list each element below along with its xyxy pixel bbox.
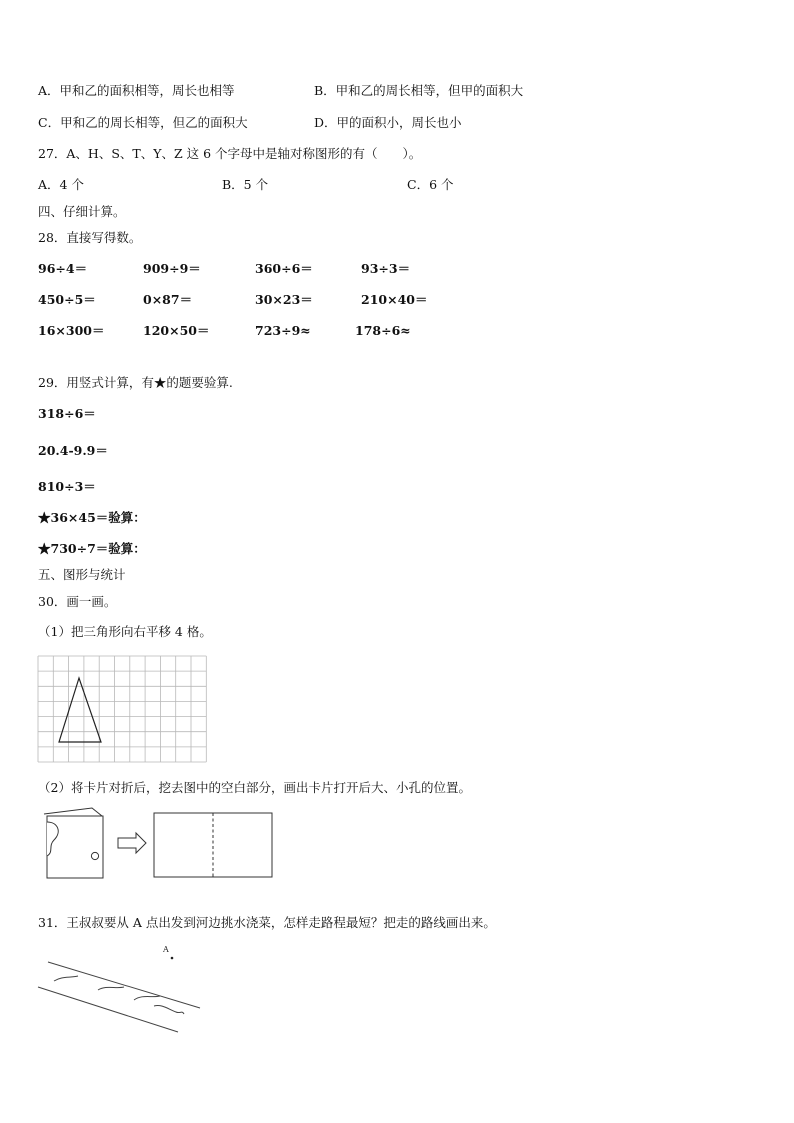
q29-title: 29．用竖式计算，有★的题要验算.	[38, 375, 233, 390]
q30-part1: （1）把三角形向右平移 4 格。	[38, 624, 212, 639]
folded-card-figure	[40, 806, 276, 880]
q29-item: 318÷6＝	[38, 406, 96, 421]
triangle	[59, 678, 101, 742]
point-a-dot	[171, 957, 174, 960]
q26-option-d: D．甲的面积小，周长也小	[314, 115, 462, 130]
point-a-label: A	[163, 945, 169, 954]
section-5-title: 五、图形与统计	[38, 567, 126, 582]
q29-item: 810÷3＝	[38, 479, 96, 494]
river-figure	[36, 940, 216, 1034]
q28-item: 96÷4＝	[38, 261, 88, 276]
q28-item: 210×40＝	[361, 292, 428, 307]
q26-option-c: C．甲和乙的周长相等，但乙的面积大	[38, 115, 248, 130]
q27-option-c: C．6 个	[407, 177, 454, 192]
q28-item: 178÷6≈	[355, 323, 411, 338]
q28-item: 360÷6＝	[255, 261, 313, 276]
q28-item: 450÷5＝	[38, 292, 96, 307]
q27-option-a: A．4 个	[38, 177, 84, 192]
q28-item: 93÷3＝	[361, 261, 411, 276]
q28-item: 30×23＝	[255, 292, 313, 307]
q31-title: 31．王叔叔要从 A 点出发到河边挑水浇菜，怎样走路程最短？把走的路线画出来。	[38, 915, 496, 930]
q26-option-b: B．甲和乙的周长相等，但甲的面积大	[314, 83, 524, 98]
section-4-title: 四、仔细计算。	[38, 204, 126, 219]
q29-item: 20.4-9.9＝	[38, 443, 108, 458]
q30-part2: （2）将卡片对折后，挖去图中的空白部分，画出卡片打开后大、小孔的位置。	[38, 780, 471, 795]
grid-triangle-figure	[38, 656, 208, 764]
q29-item: ★36×45＝验算：	[38, 510, 146, 525]
q28-item: 0×87＝	[143, 292, 193, 307]
q28-item: 16×300＝	[38, 323, 105, 338]
q28-item: 120×50＝	[143, 323, 210, 338]
q27-option-b: B．5 个	[222, 177, 269, 192]
q27-question: 27．A、H、S、T、Y、Z 这 6 个字母中是轴对称图形的有（ ）。	[38, 146, 422, 161]
q26-option-a: A．甲和乙的面积相等，周长也相等	[38, 83, 235, 98]
q28-item: 723÷9≈	[255, 323, 311, 338]
q28-item: 909÷9＝	[143, 261, 201, 276]
q29-item: ★730÷7＝验算：	[38, 541, 146, 556]
q28-title: 28．直接写得数。	[38, 230, 142, 245]
q30-title: 30．画一画。	[38, 594, 117, 609]
